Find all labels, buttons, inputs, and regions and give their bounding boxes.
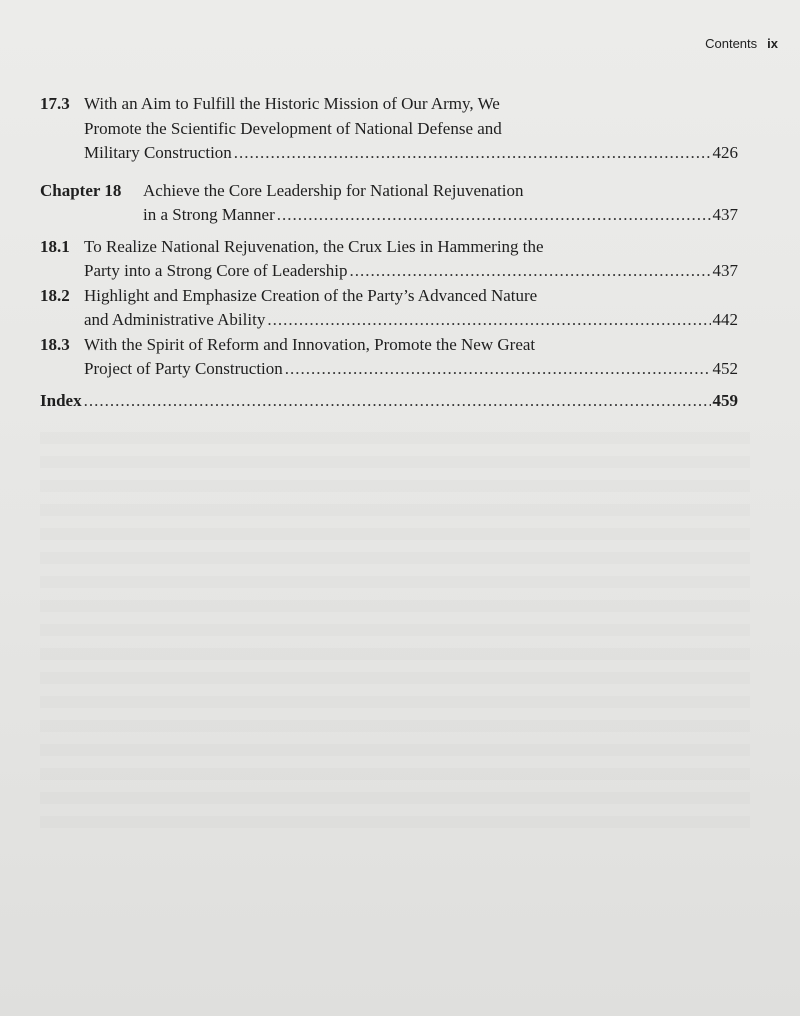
- toc-entry-number: 18.3: [40, 334, 70, 354]
- toc-entry-title-line: and Administrative Ability: [84, 310, 266, 329]
- toc-page-number: 442: [712, 310, 738, 329]
- toc-page-number: 459: [712, 390, 738, 410]
- toc-entry-title-line: Promote the Scientific Development of National Defense and: [84, 118, 502, 138]
- toc-entry-title-line: Achieve the Core Leadership for National Rejuvenation: [143, 180, 524, 200]
- dot-leader: [84, 389, 711, 414]
- toc-entry-number: 17.3: [40, 94, 70, 113]
- toc-page-number: 437: [712, 205, 738, 224]
- dot-leader: [285, 357, 711, 382]
- dot-leader: [267, 308, 710, 333]
- toc-entry-18-2: [40, 284, 738, 333]
- toc-entry-18-1: [40, 235, 738, 284]
- toc-entry-number: 18.2: [40, 285, 70, 305]
- toc-entry-title-line: With the Spirit of Reform and Innovation, Promote the New Great: [84, 334, 536, 354]
- toc-entry-title-line: Military Construction: [84, 143, 232, 162]
- toc-entry-title-line: in a Strong Manner: [143, 205, 275, 224]
- toc-index-label: Index: [40, 390, 82, 410]
- running-head: [705, 36, 778, 51]
- toc-entry-title-line: Project of Party Construction: [84, 359, 283, 378]
- table-of-contents: [40, 92, 738, 413]
- toc-page-number: 426: [712, 143, 738, 162]
- toc-entry-number: 18.1: [40, 236, 70, 256]
- running-head-page-number: ix: [767, 36, 778, 51]
- toc-page-number: 437: [712, 261, 738, 280]
- toc-entry-index: [40, 389, 738, 414]
- toc-entry-chapter-18: [40, 179, 738, 228]
- toc-entry-title-line: To Realize National Rejuvenation, the Crux Lies in Hammering the: [84, 236, 544, 256]
- toc-entry-17-3: [40, 92, 738, 166]
- toc-entry-title-line: With an Aim to Fulfill the Historic Mission of Our Army, We: [84, 94, 500, 113]
- dot-leader: [349, 259, 710, 284]
- toc-page-number: 452: [712, 359, 738, 378]
- running-head-title: Contents: [705, 36, 758, 51]
- toc-entry-title-line: Highlight and Emphasize Creation of the Party’s Advanced Nature: [84, 285, 538, 305]
- dot-leader: [234, 141, 711, 166]
- toc-chapter-number: Chapter 18: [40, 180, 122, 200]
- toc-entry-title-line: Party into a Strong Core of Leadership: [84, 261, 348, 280]
- dot-leader: [277, 203, 711, 228]
- page-show-through: [40, 420, 750, 840]
- toc-entry-18-3: [40, 333, 738, 382]
